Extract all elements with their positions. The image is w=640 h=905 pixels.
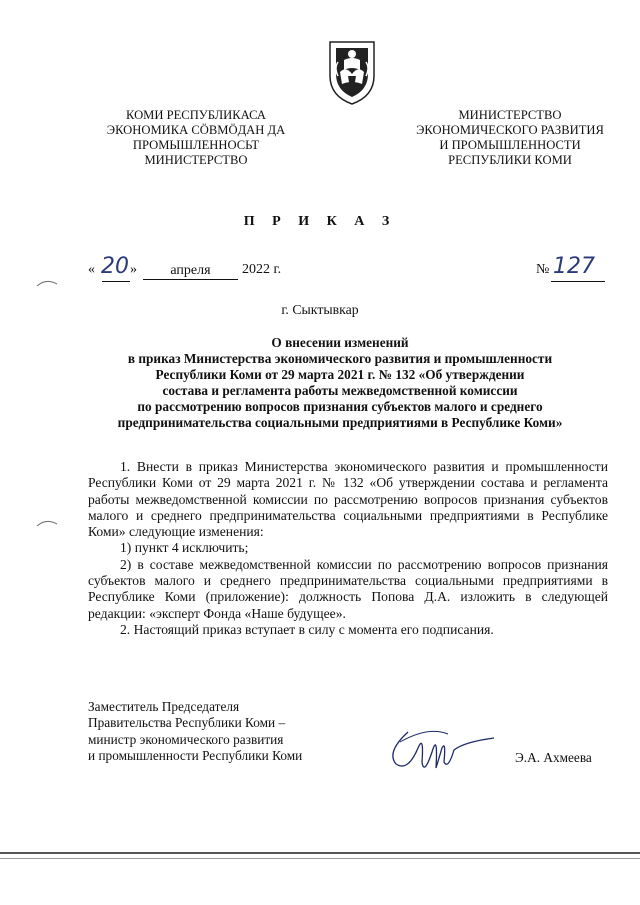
header-left-line: ЭКОНОМИКА СӦВМӦДАН ДА [106,123,286,137]
header-left-line: МИНИСТЕРСТВО [144,153,248,167]
body-paragraph-2: 1) пункт 4 исключить; [120,540,249,556]
date-close-quote: » [130,262,137,277]
body-paragraph-1: 1. Внести в приказ Министерства экономического развития и промышленности Республики Коми от 29 марта 2021 г. № 132 «Об утверждении состава и регламента работы межведомственной комиссии по рассмотрению вопросов признания субъектов малого и среднего предпринимательства социальными предприятиями в Республике Коми» следующие изменения: [88,459,608,540]
order-body [88,459,608,638]
date-year: 2022 г. [242,262,282,277]
coat-of-arms-emblem [326,36,378,106]
order-number-handwritten: 127 [553,254,595,279]
signatory-position-line: Заместитель Председателя [88,699,240,714]
header-left-line: КОМИ РЕСПУБЛИКАСА [125,108,267,122]
signatory-position-line: Правительства Республики Коми – [88,715,286,731]
subject-line: О внесении изменений [271,335,409,350]
body-paragraph-4: 2. Настоящий приказ вступает в силу с момента его подписания. [120,621,494,637]
signatory-position-line: министр экономического развития [88,731,284,747]
header-right-line: МИНИСТЕРСТВО [458,108,562,122]
subject-line: состава и регламента работы межведомственной комиссии [162,383,518,398]
order-subject [60,335,620,431]
header-right-line: И ПРОМЫШЛЕННОСТИ [439,138,581,152]
handwritten-signature [378,712,498,782]
city: г. Сыктывкар [281,302,359,317]
order-number-underline [551,281,605,282]
date-day-underline [102,281,130,282]
subject-line: по рассмотрению вопросов признания субъектов малого и среднего [137,399,543,414]
subject-line: предпринимательства социальными предприятиями в Республике Коми» [117,415,563,430]
header-right-ministry-russian [405,108,615,168]
subject-line: Республики Коми от 29 марта 2021 г. № 132 «Об утверждении [155,367,525,382]
date-open-quote: « [88,262,95,277]
date-month: апреля [143,262,238,280]
date-day-handwritten: 20 [101,254,129,279]
signatory-position-line: и промышленности Республики Коми [88,748,303,764]
order-number-label: № [536,262,550,277]
header-left-line: ПРОМЫШЛЕННОСЬТ [132,138,260,152]
signatory-name: Э.А. Ахмеева [515,750,592,765]
punch-mark-icon [36,518,58,530]
punch-mark-icon [36,278,58,290]
header-left-ministry-komi [96,108,296,168]
scan-bottom-edge [0,858,640,859]
header-right-line: ЭКОНОМИЧЕСКОГО РАЗВИТИЯ [416,123,604,137]
document-title: П Р И К А З [243,214,397,229]
header-right-line: РЕСПУБЛИКИ КОМИ [448,153,572,167]
signatory-position [88,699,302,765]
subject-line: в приказ Министерства экономического развития и промышленности [127,351,553,366]
scan-bottom-edge [0,852,640,854]
body-paragraph-3: 2) в составе межведомственной комиссии по рассмотрению вопросов признания субъектов малого и среднего предпринимательства социальными предприятиями в Республике Коми (приложение): должность Попова Д.А. изложить в следующей редакции: «эксперт Фонда «Наше будущее». [88,556,608,621]
